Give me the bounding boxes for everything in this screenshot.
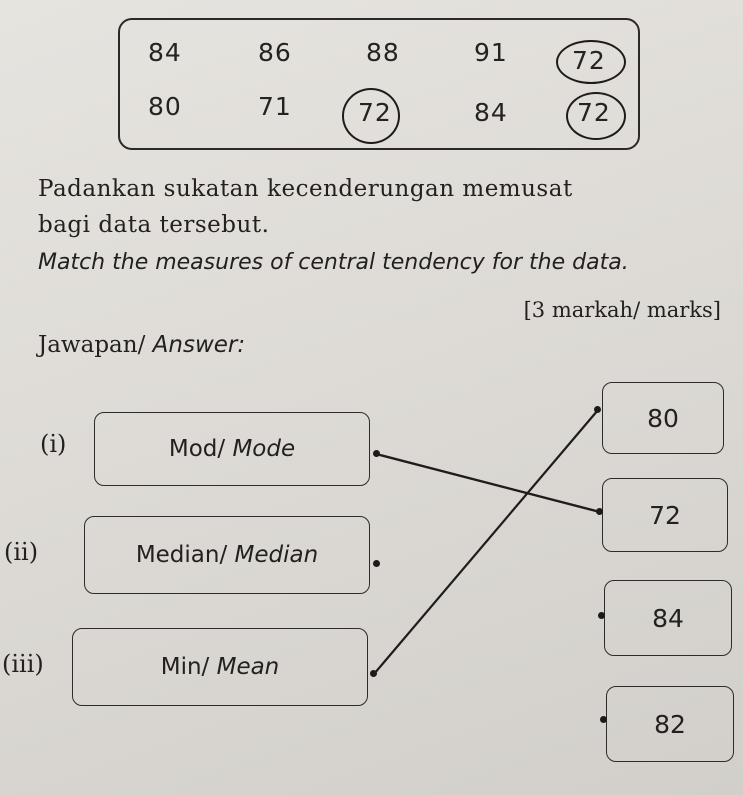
option-box: 84 bbox=[604, 580, 732, 656]
median-label-ms: Median/ bbox=[135, 542, 228, 568]
answer-label-en: Answer: bbox=[152, 332, 246, 358]
median-label-en: Median bbox=[234, 542, 319, 568]
mode-label-ms: Mod/ bbox=[168, 436, 226, 462]
mean-label-ms: Min/ bbox=[160, 654, 210, 680]
option-box: 72 bbox=[602, 478, 728, 552]
data-value: 88 bbox=[366, 38, 400, 67]
data-value: 86 bbox=[258, 38, 292, 67]
question-english: Match the measures of central tendency for the data. bbox=[38, 250, 629, 275]
marks-label: [3 markah/ marks] bbox=[523, 298, 721, 322]
data-value: 91 bbox=[474, 38, 508, 67]
item-number: (iii) bbox=[2, 650, 44, 678]
mean-label-en: Mean bbox=[216, 654, 280, 680]
data-value-circled: 72 bbox=[572, 46, 606, 75]
mode-label-en: Mode bbox=[232, 436, 296, 462]
match-line-mode bbox=[376, 454, 600, 512]
option-box: 82 bbox=[606, 686, 734, 762]
option-box: 80 bbox=[602, 382, 724, 454]
data-value-circled: 72 bbox=[577, 98, 611, 127]
data-value-circled: 72 bbox=[358, 98, 392, 127]
answer-label-ms: Jawapan/ bbox=[38, 332, 146, 358]
match-line-mean bbox=[374, 410, 598, 674]
question-malay-line1: Padankan sukatan kecenderungan memusat bbox=[38, 176, 573, 202]
data-value: 84 bbox=[148, 38, 182, 67]
item-number: (i) bbox=[40, 430, 67, 458]
item-number: (ii) bbox=[4, 538, 39, 566]
data-value: 80 bbox=[148, 92, 182, 121]
data-value: 84 bbox=[474, 98, 508, 127]
data-value: 71 bbox=[258, 92, 292, 121]
question-malay-line2: bagi data tersebut. bbox=[38, 212, 270, 238]
